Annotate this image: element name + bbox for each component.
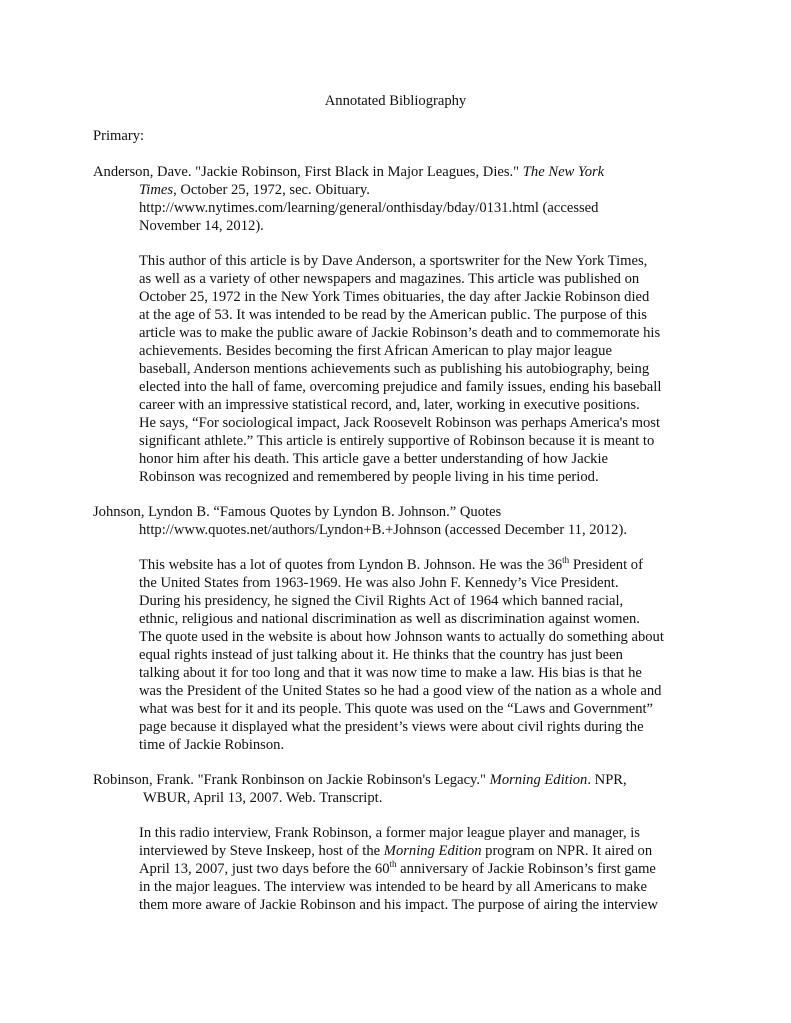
annotation-line: Robinson was recognized and remembered by people living in his time period. bbox=[139, 469, 599, 485]
section-heading-primary: Primary: bbox=[93, 128, 145, 144]
annotation-line: career with an impressive statistical record, and, later, working in executive positions. bbox=[139, 397, 640, 413]
annotation-line: This author of this article is by Dave Anderson, a sportswriter for the New York Times, bbox=[139, 253, 648, 269]
annotation-line: October 25, 1972 in the New York Times obituaries, the day after Jackie Robinson died bbox=[139, 289, 650, 305]
citation-line: http://www.nytimes.com/learning/general/onthisday/bday/0131.html (accessed bbox=[139, 200, 599, 216]
annotation-line: article was to make the public aware of Jackie Robinson’s death and to commemorate his bbox=[139, 325, 661, 341]
annotation-line: significant athlete.” This article is entirely supportive of Robinson because it is meant to bbox=[139, 433, 655, 449]
annotation-line: as well as a variety of other newspapers and magazines. This article was published on bbox=[139, 271, 640, 287]
page-title: Annotated Bibliography bbox=[324, 93, 467, 109]
annotation-line: the United States from 1963-1969. He was also John F. Kennedy’s Vice President. bbox=[139, 575, 619, 591]
citation-line: Times, October 25, 1972, sec. Obituary. bbox=[139, 182, 370, 198]
citation-line: http://www.quotes.net/authors/Lyndon+B.+Johnson (accessed December 11, 2012). bbox=[139, 522, 627, 538]
annotation-line: He says, “For sociological impact, Jack Roosevelt Robinson was perhaps America's most bbox=[139, 415, 661, 431]
citation-line: Anderson, Dave. "Jackie Robinson, First Black in Major Leagues, Dies." The New York bbox=[93, 164, 605, 180]
annotation-line: equal rights instead of just talking about it. He thinks that the country has just been bbox=[139, 647, 623, 663]
annotation-line: talking about it for too long and that it was now time to make a law. His bias is that he bbox=[139, 665, 642, 681]
annotation-line: This website has a lot of quotes from Lyndon B. Johnson. He was the 36th President of bbox=[139, 555, 643, 573]
annotation-line: interviewed by Steve Inskeep, host of the Morning Edition program on NPR. It aired on bbox=[139, 843, 653, 859]
annotation-line: elected into the hall of fame, overcoming prejudice and family issues, ending his baseball bbox=[139, 379, 662, 395]
annotation-line: in the major leagues. The interview was intended to be heard by all Americans to make bbox=[139, 879, 647, 895]
annotation-line: The quote used in the website is about how Johnson wants to actually do something about bbox=[139, 629, 664, 645]
annotation-line: baseball, Anderson mentions achievements such as publishing his autobiography, being bbox=[139, 361, 650, 377]
annotation-line: page because it displayed what the president’s views were about civil rights during the bbox=[139, 719, 644, 735]
citation-line: Robinson, Frank. "Frank Ronbinson on Jackie Robinson's Legacy." Morning Edition. NPR, bbox=[93, 772, 627, 788]
annotation-line: achievements. Besides becoming the first African American to play major league bbox=[139, 343, 612, 359]
annotation-line: was the President of the United States so he had a good view of the nation as a whole and bbox=[139, 683, 662, 699]
citation-line: November 14, 2012). bbox=[139, 218, 264, 234]
citation-line: Johnson, Lyndon B. “Famous Quotes by Lyndon B. Johnson.” Quotes bbox=[93, 504, 502, 520]
annotation-line: During his presidency, he signed the Civil Rights Act of 1964 which banned racial, bbox=[139, 593, 624, 609]
annotation-line: ethnic, religious and national discrimination as well as discrimination against women. bbox=[139, 611, 640, 627]
annotation-line: them more aware of Jackie Robinson and his impact. The purpose of airing the interview bbox=[139, 897, 658, 913]
citation-line: WBUR, April 13, 2007. Web. Transcript. bbox=[143, 790, 383, 806]
annotation-line: time of Jackie Robinson. bbox=[139, 737, 285, 753]
annotation-line: April 13, 2007, just two days before the 60th anniversary of Jackie Robinson’s first game bbox=[139, 859, 656, 877]
annotation-line: what was best for it and its people. This quote was used on the “Laws and Government” bbox=[139, 701, 654, 717]
annotation-line: at the age of 53. It was intended to be read by the American public. The purpose of this bbox=[139, 307, 647, 323]
annotation-line: honor him after his death. This article gave a better understanding of how Jackie bbox=[139, 451, 609, 467]
annotation-line: In this radio interview, Frank Robinson, a former major league player and manager, is bbox=[139, 825, 640, 841]
